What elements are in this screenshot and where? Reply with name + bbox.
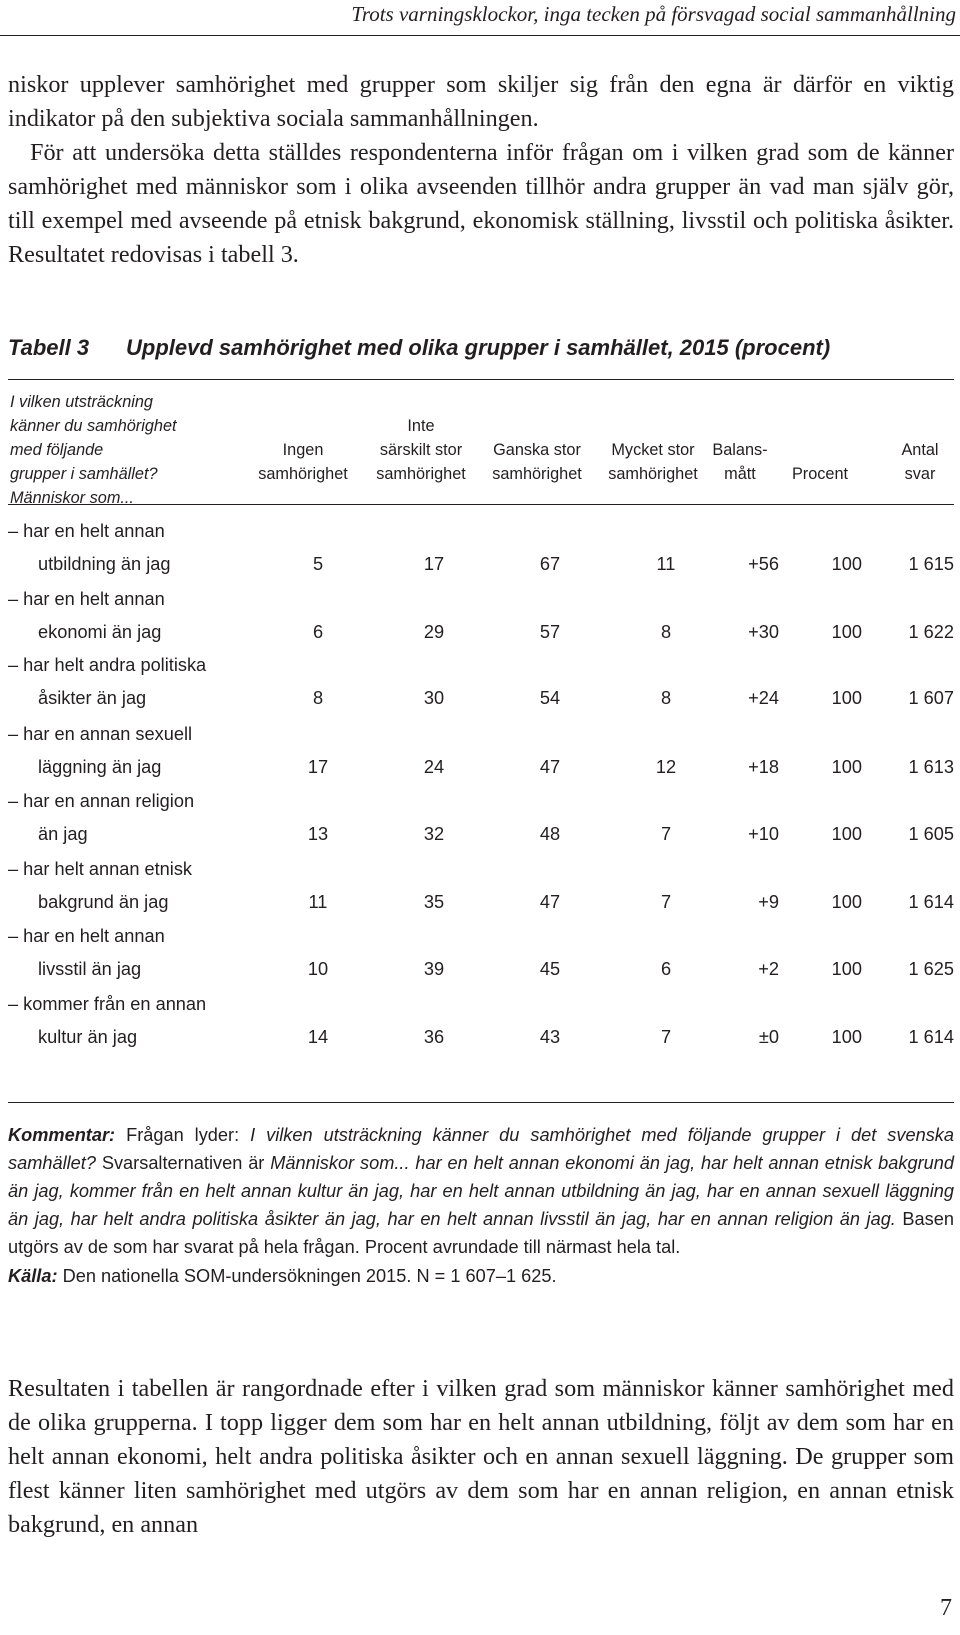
cell-balansmatt: ±0 — [758, 1027, 779, 1047]
cell-balansmatt: +9 — [758, 892, 779, 912]
row-label-line1: – har en helt annan — [8, 589, 165, 609]
row-label-line1: – kommer från en annan — [8, 994, 207, 1014]
cell-mycket-stor: 7 — [660, 1027, 672, 1047]
cell-antal-svar: 1 605 — [908, 824, 954, 844]
row-label-line2: livsstil än jag — [38, 959, 142, 979]
result-text — [8, 1372, 954, 1542]
running-head: Trots varningsklockor, inga tecken på försvagad social sammanhållning — [0, 0, 960, 36]
cell-ingen: 6 — [312, 622, 324, 642]
cell-inte-sarskilt-stor: 39 — [423, 959, 445, 979]
cell-inte-sarskilt-stor: 29 — [423, 622, 445, 642]
row-label-line1: – har helt andra politiska — [8, 655, 207, 675]
cell-inte-sarskilt-stor: 36 — [423, 1027, 445, 1047]
cell-antal-svar: 1 614 — [908, 892, 954, 912]
column-header-procent: Procent — [791, 465, 849, 483]
row-label-line2: bakgrund än jag — [38, 892, 169, 912]
result-paragraph: Resultaten i tabellen är rangordnade efter i vilken grad som människor känner samhörighet med de olika grupperna. I topp ligger dem som har en helt annan utbildning, följt av dem som har en helt annan ekonomi, helt andra politiska åsikter och en annan sexuell läggning. De grupper som flest känner liten samhörighet med utgörs av dem som har en annan religion, en annan etnisk bakgrund, en annan — [8, 1375, 954, 1538]
cell-ganska-stor: 54 — [539, 688, 561, 708]
cell-ganska-stor: 47 — [539, 892, 561, 912]
cell-balansmatt: +10 — [748, 824, 779, 844]
row-label-line1: – har en helt annan — [8, 926, 165, 946]
cell-procent: 100 — [831, 892, 862, 912]
cell-ganska-stor: 43 — [539, 1027, 561, 1047]
table-top-rule — [8, 379, 954, 380]
question-line: grupper i samhället? — [10, 465, 158, 483]
question-line: Människor som... — [10, 489, 134, 507]
source-label: Källa: — [8, 1266, 58, 1286]
cell-antal-svar: 1 622 — [908, 622, 954, 642]
question-line: känner du samhörighet — [10, 417, 177, 435]
table-question-header — [10, 390, 177, 510]
cell-procent: 100 — [831, 959, 862, 979]
cell-procent: 100 — [831, 757, 862, 777]
table-bottom-rule — [8, 1102, 954, 1103]
cell-ingen: 8 — [312, 688, 324, 708]
question-line: med följande — [10, 441, 104, 459]
table-row — [8, 926, 954, 994]
cell-ingen: 5 — [312, 554, 324, 574]
column-header-ingen: Ingen samhörighet — [258, 441, 348, 483]
cell-procent: 100 — [831, 824, 862, 844]
row-label-line2: läggning än jag — [38, 757, 162, 777]
intro-paragraph-2: För att undersöka detta ställdes respondenterna inför frågan om i vilken grad som de känner samhörighet med människor som i olika avseenden tillhör andra grupper än vad man själv gör, till exempel med avseende på etnisk bakgrund, ekonomisk ställning, livsstil och politiska åsikter. Resultatet redovisas i tabell 3. — [8, 139, 954, 268]
row-label-line2: än jag — [38, 824, 88, 844]
cell-mycket-stor: 7 — [660, 824, 672, 844]
cell-inte-sarskilt-stor: 30 — [423, 688, 445, 708]
cell-ingen: 13 — [307, 824, 329, 844]
intro-text — [8, 68, 954, 272]
cell-ganska-stor: 45 — [539, 959, 561, 979]
cell-mycket-stor: 11 — [656, 554, 676, 574]
cell-inte-sarskilt-stor: 24 — [423, 757, 445, 777]
table-title-text: Upplevd samhörighet med olika grupper i samhället, 2015 (procent) — [126, 335, 831, 360]
question-line: I vilken utsträckning — [10, 393, 153, 411]
comment-alternatives: Människor som... har en helt annan ekonomi än jag, har helt annan etnisk bakgrund än jag, kommer från en helt annan kultur än jag, har en helt annan utbildning än jag, har en annan sexuell läggning än jag, har helt andra politiska åsikter än jag, har en helt annan livsstil än jag, har en annan religion än jag. — [8, 1153, 954, 1229]
table-row — [8, 521, 954, 589]
cell-mycket-stor: 8 — [660, 688, 672, 708]
row-label-line1: – har helt annan etnisk — [8, 859, 193, 879]
column-header-inte-sarskilt-stor: Inte särskilt stor samhörighet — [376, 417, 466, 483]
table-row — [8, 724, 954, 792]
cell-inte-sarskilt-stor: 35 — [423, 892, 445, 912]
cell-antal-svar: 1 615 — [908, 554, 954, 574]
cell-procent: 100 — [831, 688, 862, 708]
cell-ingen: 11 — [308, 892, 328, 912]
cell-ganska-stor: 67 — [539, 554, 561, 574]
cell-antal-svar: 1 613 — [908, 757, 954, 777]
cell-ganska-stor: 47 — [539, 757, 561, 777]
cell-balansmatt: +30 — [748, 622, 779, 642]
cell-procent: 100 — [831, 554, 862, 574]
intro-paragraph-1: niskor upplever samhörighet med grupper som skiljer sig från den egna är därför en viktig indikator på den subjektiva sociala sammanhållningen. — [8, 71, 954, 132]
table-row — [8, 655, 954, 723]
cell-inte-sarskilt-stor: 32 — [423, 824, 445, 844]
table-header-rule — [8, 504, 954, 505]
cell-procent: 100 — [831, 1027, 862, 1047]
column-header-ganska-stor: Ganska stor samhörighet — [492, 441, 582, 483]
column-header-antal-svar: Antal svar — [901, 441, 939, 483]
table-title — [8, 335, 830, 361]
table-source: Källa: Den nationella SOM-undersökningen 2015. N = 1 607–1 625. — [8, 1266, 557, 1286]
cell-balansmatt: +2 — [758, 959, 779, 979]
cell-inte-sarskilt-stor: 17 — [423, 554, 445, 574]
row-label-line2: utbildning än jag — [38, 554, 171, 574]
row-label-line1: – har en helt annan — [8, 521, 165, 541]
table-row — [8, 791, 954, 859]
comment-label: Kommentar: — [8, 1125, 116, 1145]
column-header-mycket-stor: Mycket stor samhörighet — [608, 441, 698, 483]
cell-antal-svar: 1 614 — [908, 1027, 954, 1047]
comment-question: I vilken utsträckning känner du samhörighet med följande grupper i det svenska samhället? — [8, 1125, 954, 1173]
cell-balansmatt: +56 — [748, 554, 779, 574]
cell-ingen: 17 — [307, 757, 329, 777]
table-label: Tabell 3 — [8, 335, 90, 360]
cell-mycket-stor: 8 — [660, 622, 672, 642]
table-row — [8, 994, 954, 1062]
cell-mycket-stor: 7 — [660, 892, 672, 912]
table-row — [8, 859, 954, 927]
page-number: 7 — [940, 1595, 952, 1621]
cell-antal-svar: 1 607 — [908, 688, 954, 708]
table-comment: Kommentar: Frågan lyder: I vilken utsträckning känner du samhörighet med följande grupper i det svenska samhället? Svarsalternativen är Människor som... har en helt annan ekonomi än jag, har helt annan etnisk bakgrund än jag, kommer från en helt annan kultur än jag, har en helt annan utbildning än jag, har en annan sexuell läggning än jag, har helt andra politiska åsikter än jag, har en helt annan livsstil än jag, har en annan religion än jag. Basen utgörs av de som har svarat på hela frågan. Procent avrundade till närmast hela tal. — [8, 1125, 954, 1257]
cell-mycket-stor: 12 — [655, 757, 677, 777]
cell-ganska-stor: 57 — [539, 622, 561, 642]
cell-balansmatt: +18 — [748, 757, 779, 777]
row-label-line1: – har en annan sexuell — [8, 724, 193, 744]
cell-ingen: 10 — [307, 959, 329, 979]
row-label-line2: kultur än jag — [38, 1027, 138, 1047]
row-label-line1: – har en annan religion — [8, 791, 195, 811]
row-label-line2: åsikter än jag — [38, 688, 147, 708]
cell-mycket-stor: 6 — [660, 959, 672, 979]
cell-ingen: 14 — [307, 1027, 329, 1047]
row-label-line2: ekonomi än jag — [38, 622, 162, 642]
cell-procent: 100 — [831, 622, 862, 642]
cell-balansmatt: +24 — [748, 688, 779, 708]
column-header-balansmatt: Balans- mått — [712, 441, 768, 483]
table-row — [8, 589, 954, 657]
cell-ganska-stor: 48 — [539, 824, 561, 844]
cell-antal-svar: 1 625 — [908, 959, 954, 979]
